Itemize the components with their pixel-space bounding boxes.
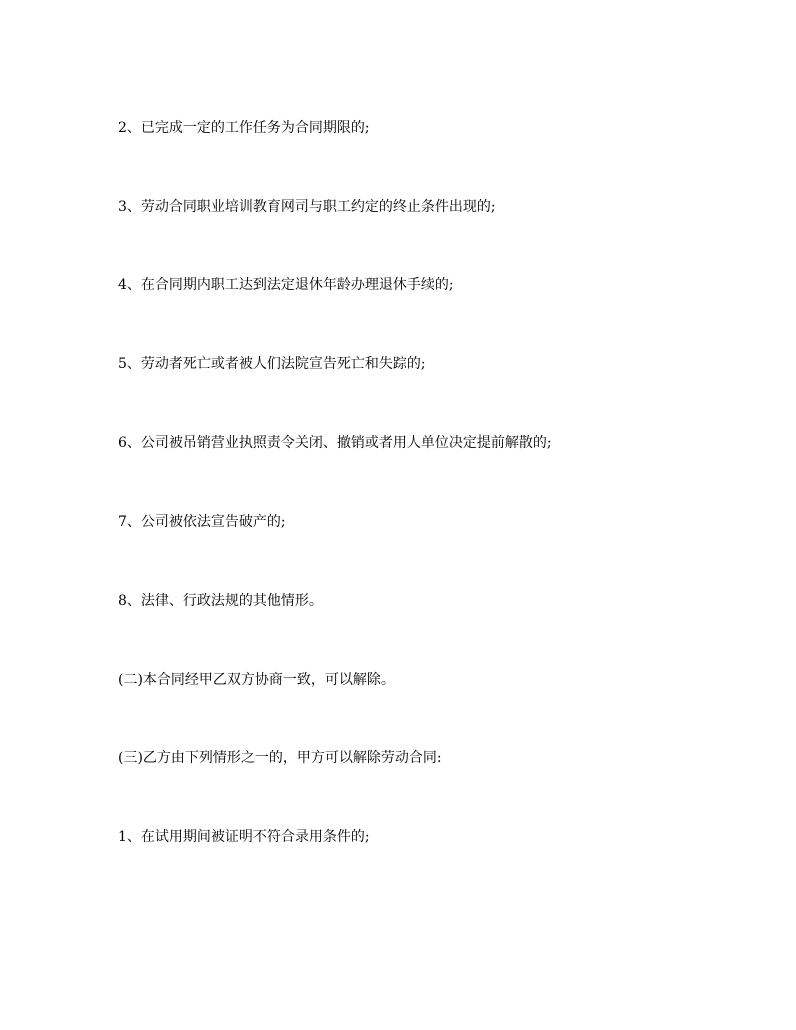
- clause-line: (三)乙方由下列情形之一的，甲方可以解除劳动合同:: [118, 750, 442, 766]
- clause-line: 5、劳动者死亡或者被人们法院宣告死亡和失踪的;: [118, 356, 426, 372]
- clause-line: 7、公司被依法宣告破产的;: [118, 514, 286, 530]
- clause-line: 4、在合同期内职工达到法定退休年龄办理退休手续的;: [118, 277, 454, 293]
- clause-line: 2、已完成一定的工作任务为合同期限的;: [118, 120, 370, 136]
- clause-line: 6、公司被吊销营业执照责令关闭、撤销或者用人单位决定提前解散的;: [118, 435, 552, 451]
- clause-line: (二)本合同经甲乙双方协商一致，可以解除。: [118, 672, 395, 688]
- clause-line: 8、法律、行政法规的其他情形。: [118, 593, 323, 609]
- clause-line: 1、在试用期间被证明不符合录用条件的;: [118, 829, 370, 845]
- clause-line: 3、劳动合同职业培训教育网司与职工约定的终止条件出现的;: [118, 199, 496, 215]
